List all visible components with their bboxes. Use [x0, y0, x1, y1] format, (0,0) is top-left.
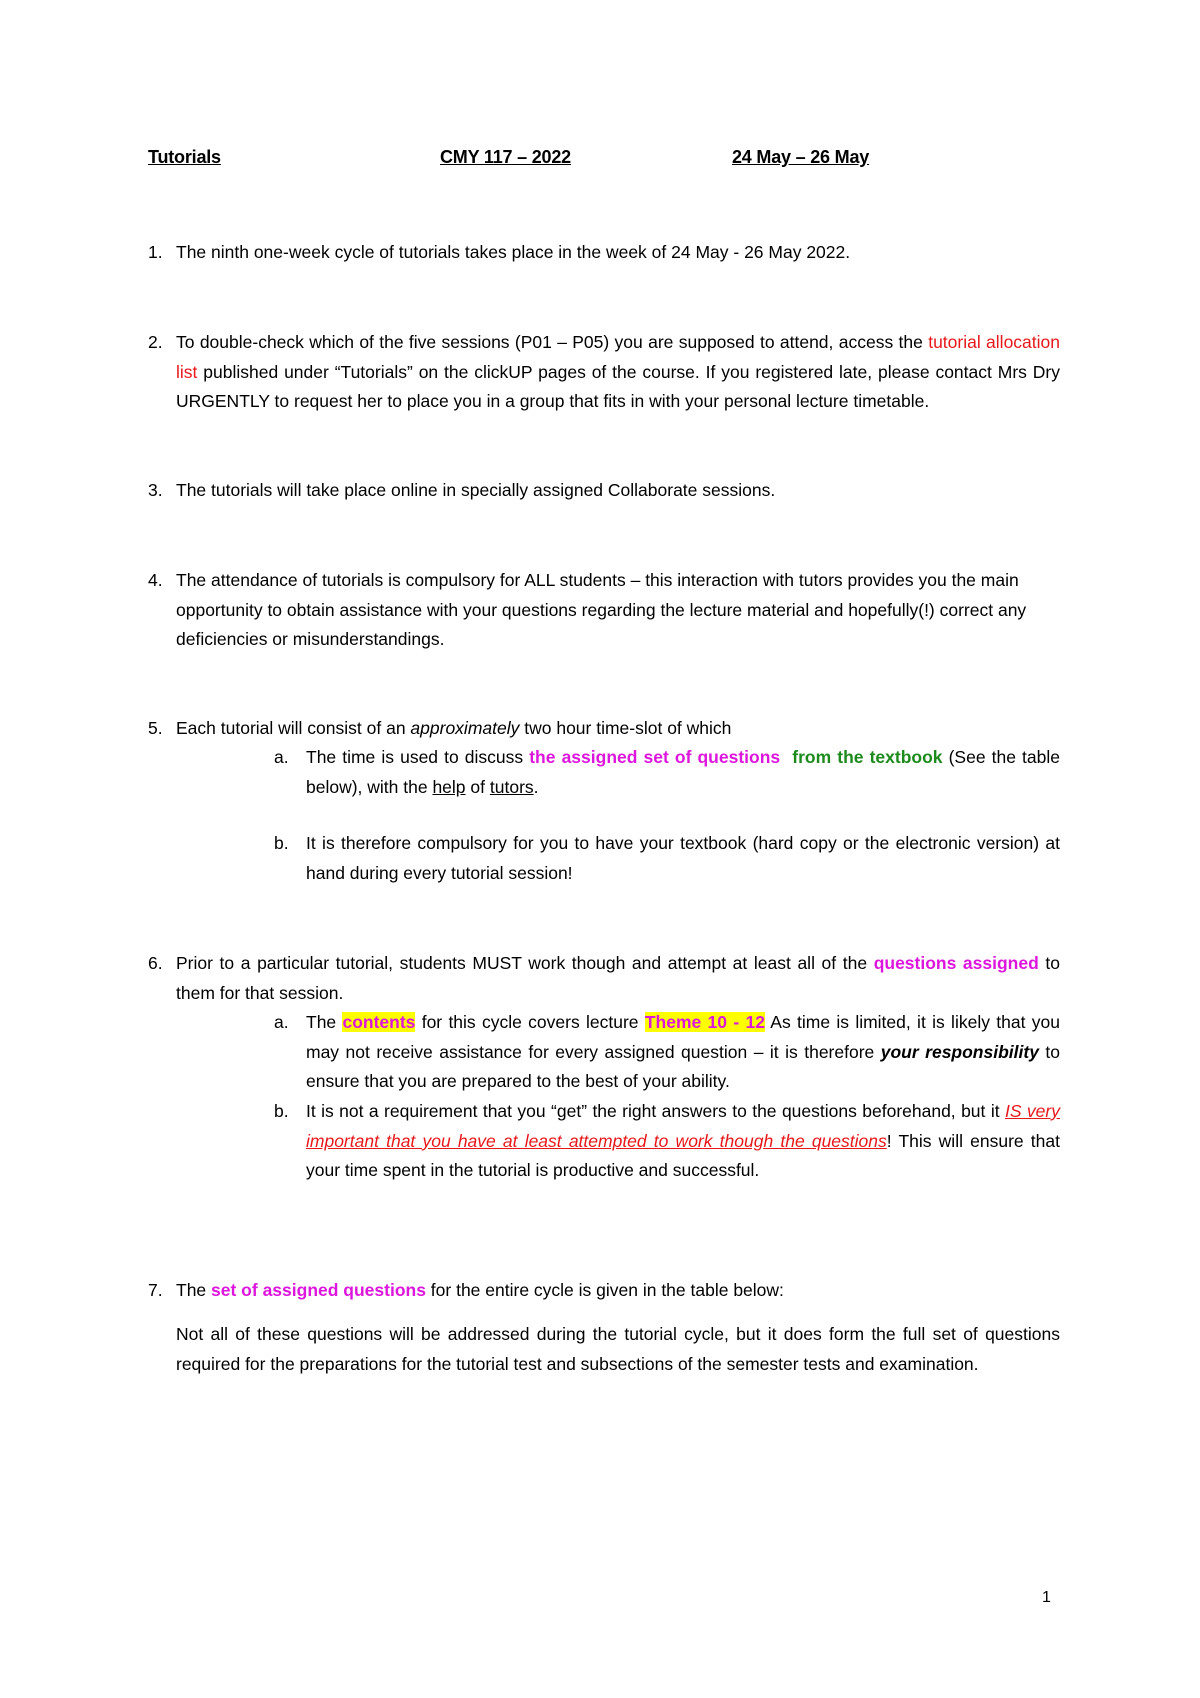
item-text: The ninth one-week cycle of tutorials takes place in the week of 24 May - 26 May 2022. [176, 242, 851, 262]
item-number: 3. [148, 480, 163, 500]
item-note: Not all of these questions will be addressed during the tutorial cycle, but it does form the full set of questions required for the preparations for the tutorial test and subsections of the semester tests and examination. [176, 1324, 1060, 1374]
item-number: 7. [148, 1280, 163, 1300]
item-text: To double-check which of the five sessions (P01 – P05) you are supposed to attend, access the tutorial allocation list published under “Tutorials” on the clickUP pages of the course. If you registered late, please contact Mrs Dry URGENTLY to request her to place you in a group that fits in with your personal lecture timetable. [176, 332, 1061, 411]
item-text: Prior to a particular tutorial, students MUST work though and attempt at least all of the questions assigned to them for that session. [176, 953, 1060, 1003]
item-number: 4. [148, 570, 163, 590]
header-right: 24 May – 26 May [732, 147, 870, 167]
item-text: The set of assigned questions for the entire cycle is given in the table below: [176, 1280, 784, 1300]
item-number: 1. [148, 242, 163, 262]
item-number: 2. [148, 332, 163, 352]
header-center: CMY 117 – 2022 [440, 147, 571, 167]
document-page: Tutorials CMY 117 – 2022 24 May – 26 May 1. The ninth one-week cycle of tutorials takes place in the week of 24 May - 26 May 2022. 2. To double-check which of the five sessions (P01 – P05) you are supposed to attend, access the tutorial allocation list published under “Tutorials” on the clickUP pages of the course. If you registered late, please contact Mrs Dry URGENTLY to request her to place you in a group that fits in with your personal lecture timetable. 3. The tutorials will take place online in specially assigned Collaborate sessions. 4. The attendance of tutorials is compulsory for ALL students – this interaction with tutors provides you the main opportunity to obtain assistance with your questions regarding the lecture material and hopefully(!) correct any deficiencies or misunderstandings. 5. Each tutorial will consist of an approximately two hour time-slot of which a. The time is used to discuss the assigned set of questions from the textbook (See the table below), with the help of tutors. b. It is therefore compulsory for you to have your textbook (hard copy or the electronic version) at hand during every tutorial session! 6. Prior to a particular tutorial, students MUST work though and attempt at least all of the questions assigned to them for that session. a. The contents for this cycle covers lecture Theme 10 - 12 As time is limited, it is likely that you may not receive assistance for every assigned question – it is therefore your responsibility to ensure that you are prepared to the best of your ability. b. It is not a requirement that you “get” the right answers to the questions beforehand, but it IS very important that you have at least attempted to work though the questions! This will ensure that your time spent in the tutorial is productive and successful. 7. The set of assigned questions for the entire cycle is given in the table below: Not all of these questions will be addressed during the tutorial cycle, but it does form the full set of questions required for the preparations for the tutorial test and subsections of the semester tests and examination. 1 [148, 147, 1061, 1606]
item-number: 6. [148, 953, 163, 973]
item-text: The tutorials will take place online in specially assigned Collaborate sessions. [176, 480, 776, 500]
page-number: 1 [1042, 1589, 1051, 1606]
item-text: Each tutorial will consist of an approximately two hour time-slot of which [176, 718, 732, 738]
tutorial-allocation-list-link: tutorial allocation list [176, 332, 1061, 382]
item-text: The attendance of tutorials is compulsory for ALL students – this interaction with tutors provides you the main opportunity to obtain assistance with your questions regarding the lecture material and hopefully(!) correct any deficiencies or misunderstandings. [176, 570, 1027, 649]
item-number: 5. [148, 718, 163, 738]
header-left: Tutorials [148, 147, 221, 167]
